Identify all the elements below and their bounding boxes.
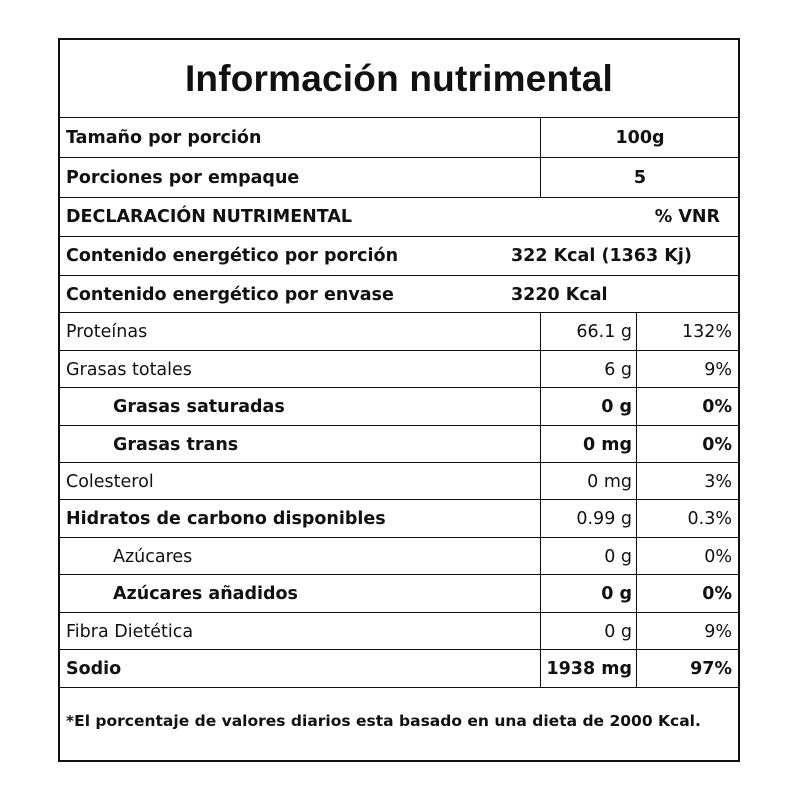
energy-per-package-value: 3220 Kcal bbox=[511, 285, 608, 305]
nutrient-label: Grasas trans bbox=[113, 435, 239, 455]
nutrient-vnr: 132% bbox=[681, 322, 732, 342]
nutrient-vnr: 9% bbox=[704, 622, 732, 642]
nutrient-vnr: 9% bbox=[704, 360, 732, 380]
serving-size-label: Tamaño por porción bbox=[66, 128, 262, 148]
column-divider bbox=[636, 312, 637, 687]
nutrient-vnr: 97% bbox=[690, 659, 732, 679]
nutrient-label: Fibra Dietética bbox=[66, 622, 194, 642]
serving-size-row bbox=[60, 119, 738, 157]
nutrient-vnr: 0% bbox=[704, 547, 732, 567]
energy-per-portion-value: 322 Kcal (1363 Kj) bbox=[511, 246, 692, 266]
servings-per-package-value: 5 bbox=[633, 168, 647, 188]
declaration-label: DECLARACIÓN NUTRIMENTAL bbox=[66, 207, 353, 227]
nutrient-label: Azúcares añadidos bbox=[113, 584, 298, 604]
column-divider bbox=[540, 117, 541, 198]
nutrient-amount: 66.1 g bbox=[576, 322, 632, 342]
nutrient-label: Azúcares bbox=[113, 547, 193, 567]
nutrition-facts-panel bbox=[58, 38, 740, 762]
nutrient-vnr: 0% bbox=[702, 584, 732, 604]
nutrient-label: Grasas saturadas bbox=[113, 397, 285, 417]
column-divider bbox=[540, 312, 541, 687]
nutrient-amount: 0 g bbox=[601, 584, 632, 604]
nutrient-label: Proteínas bbox=[66, 322, 148, 342]
declaration-header-row bbox=[60, 198, 738, 236]
energy-per-portion-row bbox=[60, 237, 738, 275]
nutrient-label: Colesterol bbox=[66, 472, 154, 492]
energy-per-package-label: Contenido energético por envase bbox=[66, 285, 394, 305]
nutrient-vnr: 0% bbox=[702, 435, 732, 455]
nutrient-amount: 1938 mg bbox=[546, 659, 632, 679]
nutrient-amount: 0 mg bbox=[582, 435, 632, 455]
nutrient-vnr: 0% bbox=[702, 397, 732, 417]
nutrient-vnr: 0.3% bbox=[687, 509, 732, 529]
nutrient-label: Sodio bbox=[66, 659, 122, 679]
servings-per-package-label: Porciones por empaque bbox=[66, 168, 300, 188]
nutrient-amount: 0 mg bbox=[587, 472, 632, 492]
nutrient-amount: 0.99 g bbox=[576, 509, 632, 529]
nutrient-amount: 0 g bbox=[601, 397, 632, 417]
divider bbox=[60, 687, 738, 688]
nutrient-amount: 0 g bbox=[604, 622, 632, 642]
energy-per-portion-label: Contenido energético por porción bbox=[66, 246, 399, 266]
nutrient-label: Hidratos de carbono disponibles bbox=[66, 509, 386, 529]
divider bbox=[60, 157, 738, 158]
energy-per-package-row bbox=[60, 276, 738, 314]
footnote: *El porcentaje de valores diarios esta basado en una dieta de 2000 Kcal. bbox=[66, 712, 701, 730]
nutrient-label: Grasas totales bbox=[66, 360, 192, 380]
nutrient-amount: 6 g bbox=[604, 360, 632, 380]
table-title: Información nutrimental bbox=[184, 57, 614, 99]
vnr-header: % VNR bbox=[654, 207, 720, 227]
nutrient-amount: 0 g bbox=[604, 547, 632, 567]
nutrient-vnr: 3% bbox=[704, 472, 732, 492]
servings-per-package-row bbox=[60, 159, 738, 197]
serving-size-value: 100g bbox=[615, 128, 665, 148]
divider bbox=[60, 117, 738, 118]
